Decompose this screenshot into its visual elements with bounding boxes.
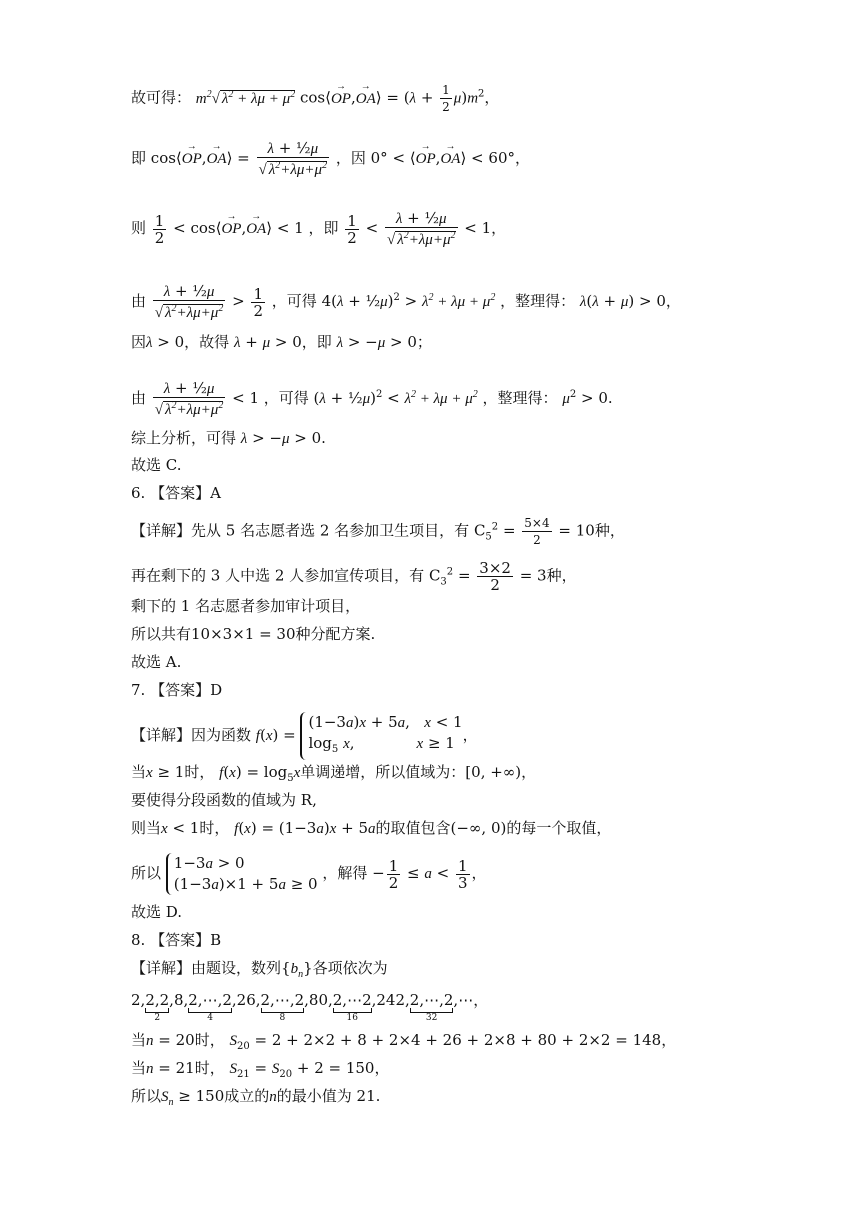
text: 的取值包含 — [375, 819, 451, 837]
text: 所以 — [131, 864, 162, 882]
text-line: 所以 1−3a > 0 (1−3a)×1 + 5a ≥ 0 ，解得 − $\frac{1}{2}$ ≤ a < $\frac{1}{3}$ ， — [131, 854, 487, 893]
text-line: 【详解】先从 5 名志愿者选 2 名参加卫生项目，有 $C_5^2$ = $\frac{5\times 4}{2}$ = 10种， — [131, 516, 625, 547]
text-line: 则当x < 1时， f(x) = (1−3a)x + 5a的取值包含(−∞, 0)的每一个取值， — [131, 819, 612, 837]
text: 所以共有 — [131, 625, 192, 643]
text: 因 — [131, 333, 147, 351]
text: 则 — [131, 219, 147, 237]
question-heading — [131, 483, 221, 503]
text: 时， — [184, 763, 215, 781]
text: ，可得 — [271, 292, 317, 310]
text-line: 【详解】由题设，数列$\{b_n\}$各项依次为 — [131, 959, 388, 980]
text: 故选 A. — [131, 653, 182, 671]
text: 时， — [194, 1031, 225, 1049]
text-line — [131, 596, 360, 616]
text: 要使得分段函数的值域为 R, — [131, 791, 317, 809]
text: 【详解】因为函数 — [131, 726, 252, 744]
text: 综上分析，可得 — [131, 429, 237, 447]
text-line: 则 $\frac{1}{2}$ < cos⟨→ OP,→ OA⟩ < 1 ，即 $\frac{1}{2}$ < $\frac{\text{λ + ½μ}}{√ \lambda^2+\lambda\mu+\mu^2}$ < 1， — [131, 210, 506, 248]
text: 6. 【答案】A — [131, 484, 221, 502]
text-line: 当n = 20时， $S_{20} = 2 + 2\times 2 + 8 + 2\times 4 + 26 + 2\times 8 + 80 + 2\times 2 = 148$， — [131, 1031, 677, 1052]
text-line: 故可得： $m^2√$ $\lambda^2 + \lambda\mu + \mu^2$ cos⟨→ OP,→ OA⟩ = (λ + $\frac{1}{2}$ $\mu)m^2$， — [131, 82, 499, 115]
text-line — [131, 652, 181, 672]
text: 当 — [131, 1059, 147, 1077]
text-line: 所以$S_n \ge 150$成立的n的最小值为 21. — [131, 1087, 381, 1108]
text: 【详解】先从 5 名志愿者选 2 名参加卫生项目，有 — [131, 521, 470, 540]
text: 的每一个取值， — [506, 819, 612, 837]
text: 时， — [194, 1059, 225, 1077]
text-line: 因λ > 0，故得 λ + μ > 0，即 λ > −μ > 0； — [131, 333, 432, 351]
text: 故可得： — [131, 88, 192, 107]
text: 当 — [131, 1031, 147, 1049]
text-line: 再在剩下的 3 人中选 2 人参加宣传项目，有 $C_3^2$ = $\frac{3\times 2}{2}$ = 3种， — [131, 559, 577, 594]
text: 7. 【答案】D — [131, 681, 223, 699]
text: 成立的 — [224, 1087, 270, 1105]
text: ，即 — [308, 219, 339, 237]
text: 8. 【答案】B — [131, 931, 222, 949]
text: 单调递增，所以值域为： — [300, 763, 466, 781]
text-line: 当x ≥ 1时， $f(x) = \log_5x$单调递增，所以值域为：[0, +∞)， — [131, 763, 537, 784]
text-line — [131, 455, 181, 475]
text: 剩下的 1 名志愿者参加审计项目， — [131, 597, 361, 615]
text: ，因 — [335, 149, 366, 167]
text: 由 — [131, 292, 147, 310]
text-line — [131, 790, 317, 810]
text-line: 综上分析，可得 λ > −μ > 0. — [131, 429, 326, 447]
text: 所以 — [131, 1087, 162, 1105]
text-line: 当n = 21时， $S_{21} = S_{20} + 2 = 150$， — [131, 1059, 390, 1080]
text: 故选 D. — [131, 903, 183, 921]
text: 种， — [546, 566, 577, 585]
text: 即 — [131, 149, 147, 167]
text: 【详解】由题设，数列 — [131, 959, 282, 977]
text: ，即 — [301, 333, 332, 351]
text-line: 由 $\frac{\text{λ + ½μ}}{√ \lambda^2+\lambda\mu+\mu^2}$ > $\frac{1}{2}$ ，可得 4(λ + ½μ)$^2$ > $\lambda^2 + \lambda\mu + \mu^2$ ，整理得： λ(λ + μ) > 0， — [131, 282, 681, 321]
text: 故选 C. — [131, 456, 182, 474]
question-heading — [131, 680, 222, 700]
question-heading — [131, 930, 221, 950]
text: ，解得 — [322, 864, 368, 882]
text: 则当 — [131, 819, 162, 837]
text-line: 由 $\frac{\text{λ + ½μ}}{√ \lambda^2+\lambda\mu+\mu^2}$ < 1 ，可得 (λ + ½μ)$^2$ < $\lambda^2 + \lambda\mu + \mu^2$ ，整理得： $\mu^2 > 0$. — [131, 379, 613, 418]
text-line: 即 cos⟨→ OP,→ OA⟩ = $\frac{\text{λ + ½μ}}{√ \lambda^2+\lambda\mu+\mu^2}$ ，因 0° < ⟨→ OP,→ OA⟩ < 60°， — [131, 140, 530, 178]
text: ，可得 — [263, 389, 309, 407]
text: ，整理得： — [482, 389, 558, 407]
text: 种， — [594, 521, 625, 540]
text-line — [131, 902, 182, 922]
text: 种分配方案. — [295, 625, 376, 643]
text: ，整理得： — [500, 292, 576, 310]
text: 时， — [199, 819, 230, 837]
text-line: 【详解】因为函数 f(x) = (1−3a)x + 5a, x < 1 $\log_5 x$, x ≥ 1 ， — [131, 712, 478, 760]
text: 当 — [131, 763, 147, 781]
text: 再在剩下的 3 人中选 2 人参加宣传项目，有 — [131, 566, 425, 585]
text: 各项依次为 — [312, 959, 388, 977]
sequence-line: 2,2,2 2 ,8,2,⋯,2 4 ,26,2,⋯,2 8 ,80,2,⋯2 16 ,242,2,⋯,2 32 ,⋯， — [131, 991, 489, 1023]
text: 的最小值为 21. — [276, 1087, 381, 1105]
text: ，故得 — [184, 333, 230, 351]
text-line: 所以共有10×3×1 = 30种分配方案. — [131, 625, 376, 643]
text: 由 — [131, 389, 147, 407]
